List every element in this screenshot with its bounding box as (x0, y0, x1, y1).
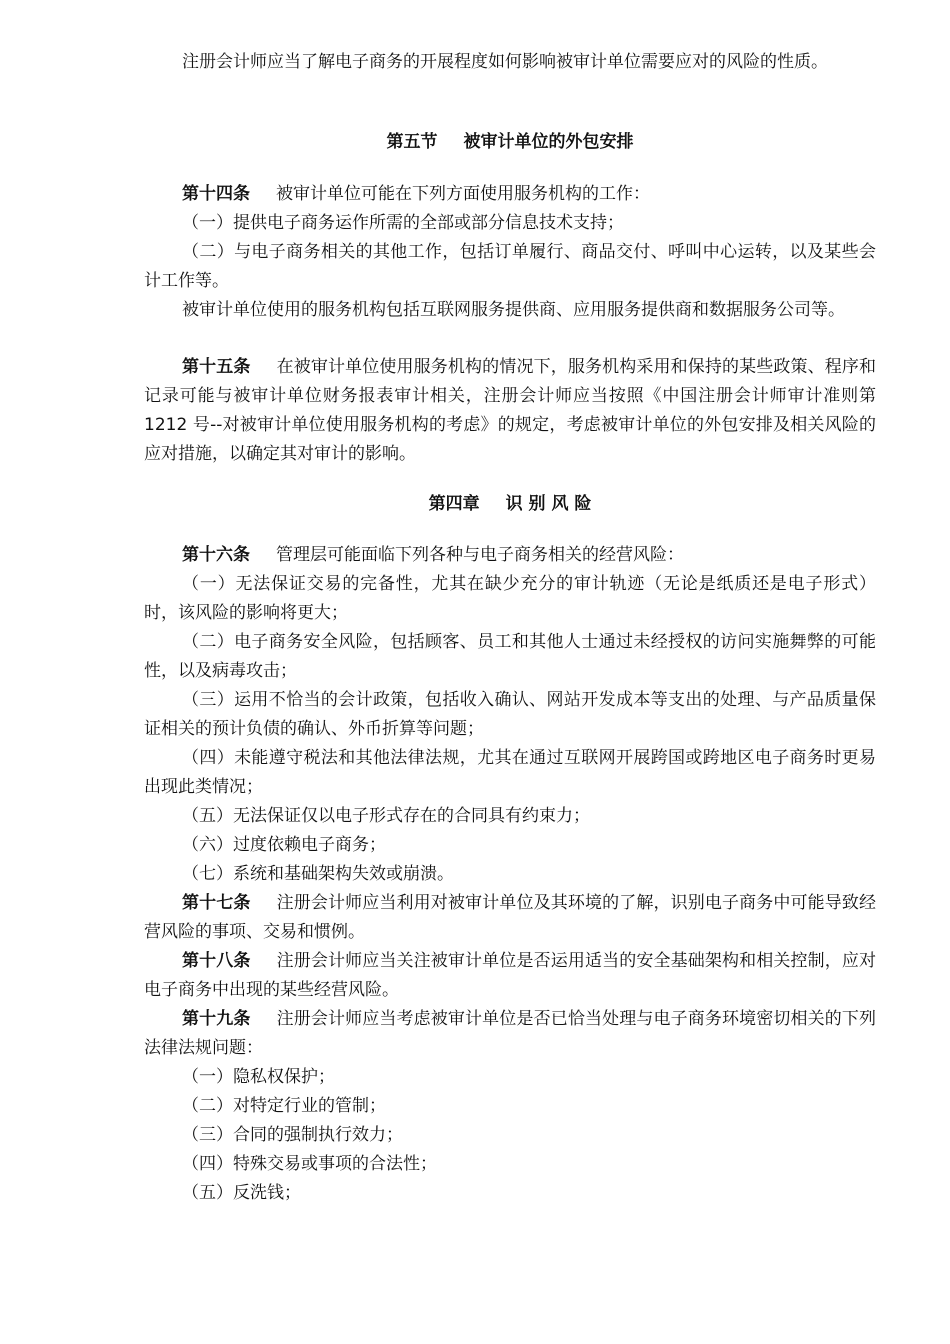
article-text: 管理层可能面临下列各种与电子商务相关的经营风险： (276, 545, 684, 565)
article-text: 注册会计师应当利用对被审计单位及其环境的了解，识别电子商务中可能导致经营风险的事项、交易和惯例。 (144, 893, 877, 942)
list-item: （二）对特定行业的管制； (182, 1096, 386, 1116)
article-text: 在被审计单位使用服务机构的情况下，服务机构采用和保持的某些政策、程序和记录可能与被审计单位财务报表审计相关，注册会计师应当按照《中国注册会计师审计准则第 1212 号--对被审计单位使用服务机构的考虑》的规定，考虑被审计单位的外包安排及相关风险的应对措施，以确定其对审计的影响。 (144, 357, 877, 464)
article-label: 第十六条 (182, 545, 250, 565)
section-label: 第五节 (386, 132, 438, 152)
list-item: （一）无法保证交易的完备性，尤其在缺少充分的审计轨迹（无论是纸质还是电子形式）时，该风险的影响将更大； (144, 574, 876, 623)
list-item: （二）电子商务安全风险，包括顾客、员工和其他人士通过未经授权的访问实施舞弊的可能性，以及病毒攻击； (144, 632, 876, 681)
list-item: （七）系统和基础架构失效或崩溃。 (182, 864, 454, 884)
article-17 (144, 889, 876, 947)
list-item: （六）过度依赖电子商务； (182, 835, 386, 855)
article-16 (144, 541, 876, 570)
intro-paragraph: 注册会计师应当了解电子商务的开展程度如何影响被审计单位需要应对的风险的性质。 (182, 52, 828, 72)
list-item: （四）未能遵守税法和其他法律法规，尤其在通过互联网开展跨国或跨地区电子商务时更易出现此类情况； (144, 748, 876, 797)
list-item: （二）与电子商务相关的其他工作，包括订单履行、商品交付、呼叫中心运转，以及某些会计工作等。 (144, 242, 876, 291)
article-label: 第十八条 (182, 951, 251, 971)
article-text: 注册会计师应当考虑被审计单位是否已恰当处理与电子商务环境密切相关的下列法律法规问题： (144, 1009, 877, 1058)
list-item: （四）特殊交易或事项的合法性； (182, 1154, 437, 1174)
list-item: （三）运用不恰当的会计政策，包括收入确认、网站开发成本等支出的处理、与产品质量保证相关的预计负债的确认、外币折算等问题； (144, 690, 876, 739)
chapter-title: 识 别 风 险 (505, 494, 592, 514)
article-text: 注册会计师应当关注被审计单位是否运用适当的安全基础架构和相关控制，应对电子商务中出现的某些经营风险。 (144, 951, 877, 1000)
article-label: 第十七条 (182, 893, 251, 913)
article-text: 被审计单位可能在下列方面使用服务机构的工作： (276, 184, 650, 204)
article-19 (144, 1005, 876, 1063)
list-item: （一）提供电子商务运作所需的全部或部分信息技术支持； (182, 213, 624, 233)
list-item: （一）隐私权保护； (182, 1067, 335, 1087)
article-18 (144, 947, 876, 1005)
list-item: （五）无法保证仅以电子形式存在的合同具有约束力； (182, 806, 590, 826)
chapter-heading (144, 490, 876, 519)
article-14 (144, 180, 876, 209)
article-15 (144, 353, 876, 469)
chapter-label: 第四章 (428, 494, 480, 514)
article-label: 第十九条 (182, 1009, 251, 1029)
paragraph: 被审计单位使用的服务机构包括互联网服务提供商、应用服务提供商和数据服务公司等。 (182, 300, 845, 320)
article-label: 第十四条 (182, 184, 250, 204)
list-item: （五）反洗钱； (182, 1183, 301, 1203)
section-heading (144, 128, 876, 157)
article-label: 第十五条 (182, 357, 251, 377)
list-item: （三）合同的强制执行效力； (182, 1125, 403, 1145)
section-title: 被审计单位的外包安排 (463, 132, 634, 152)
